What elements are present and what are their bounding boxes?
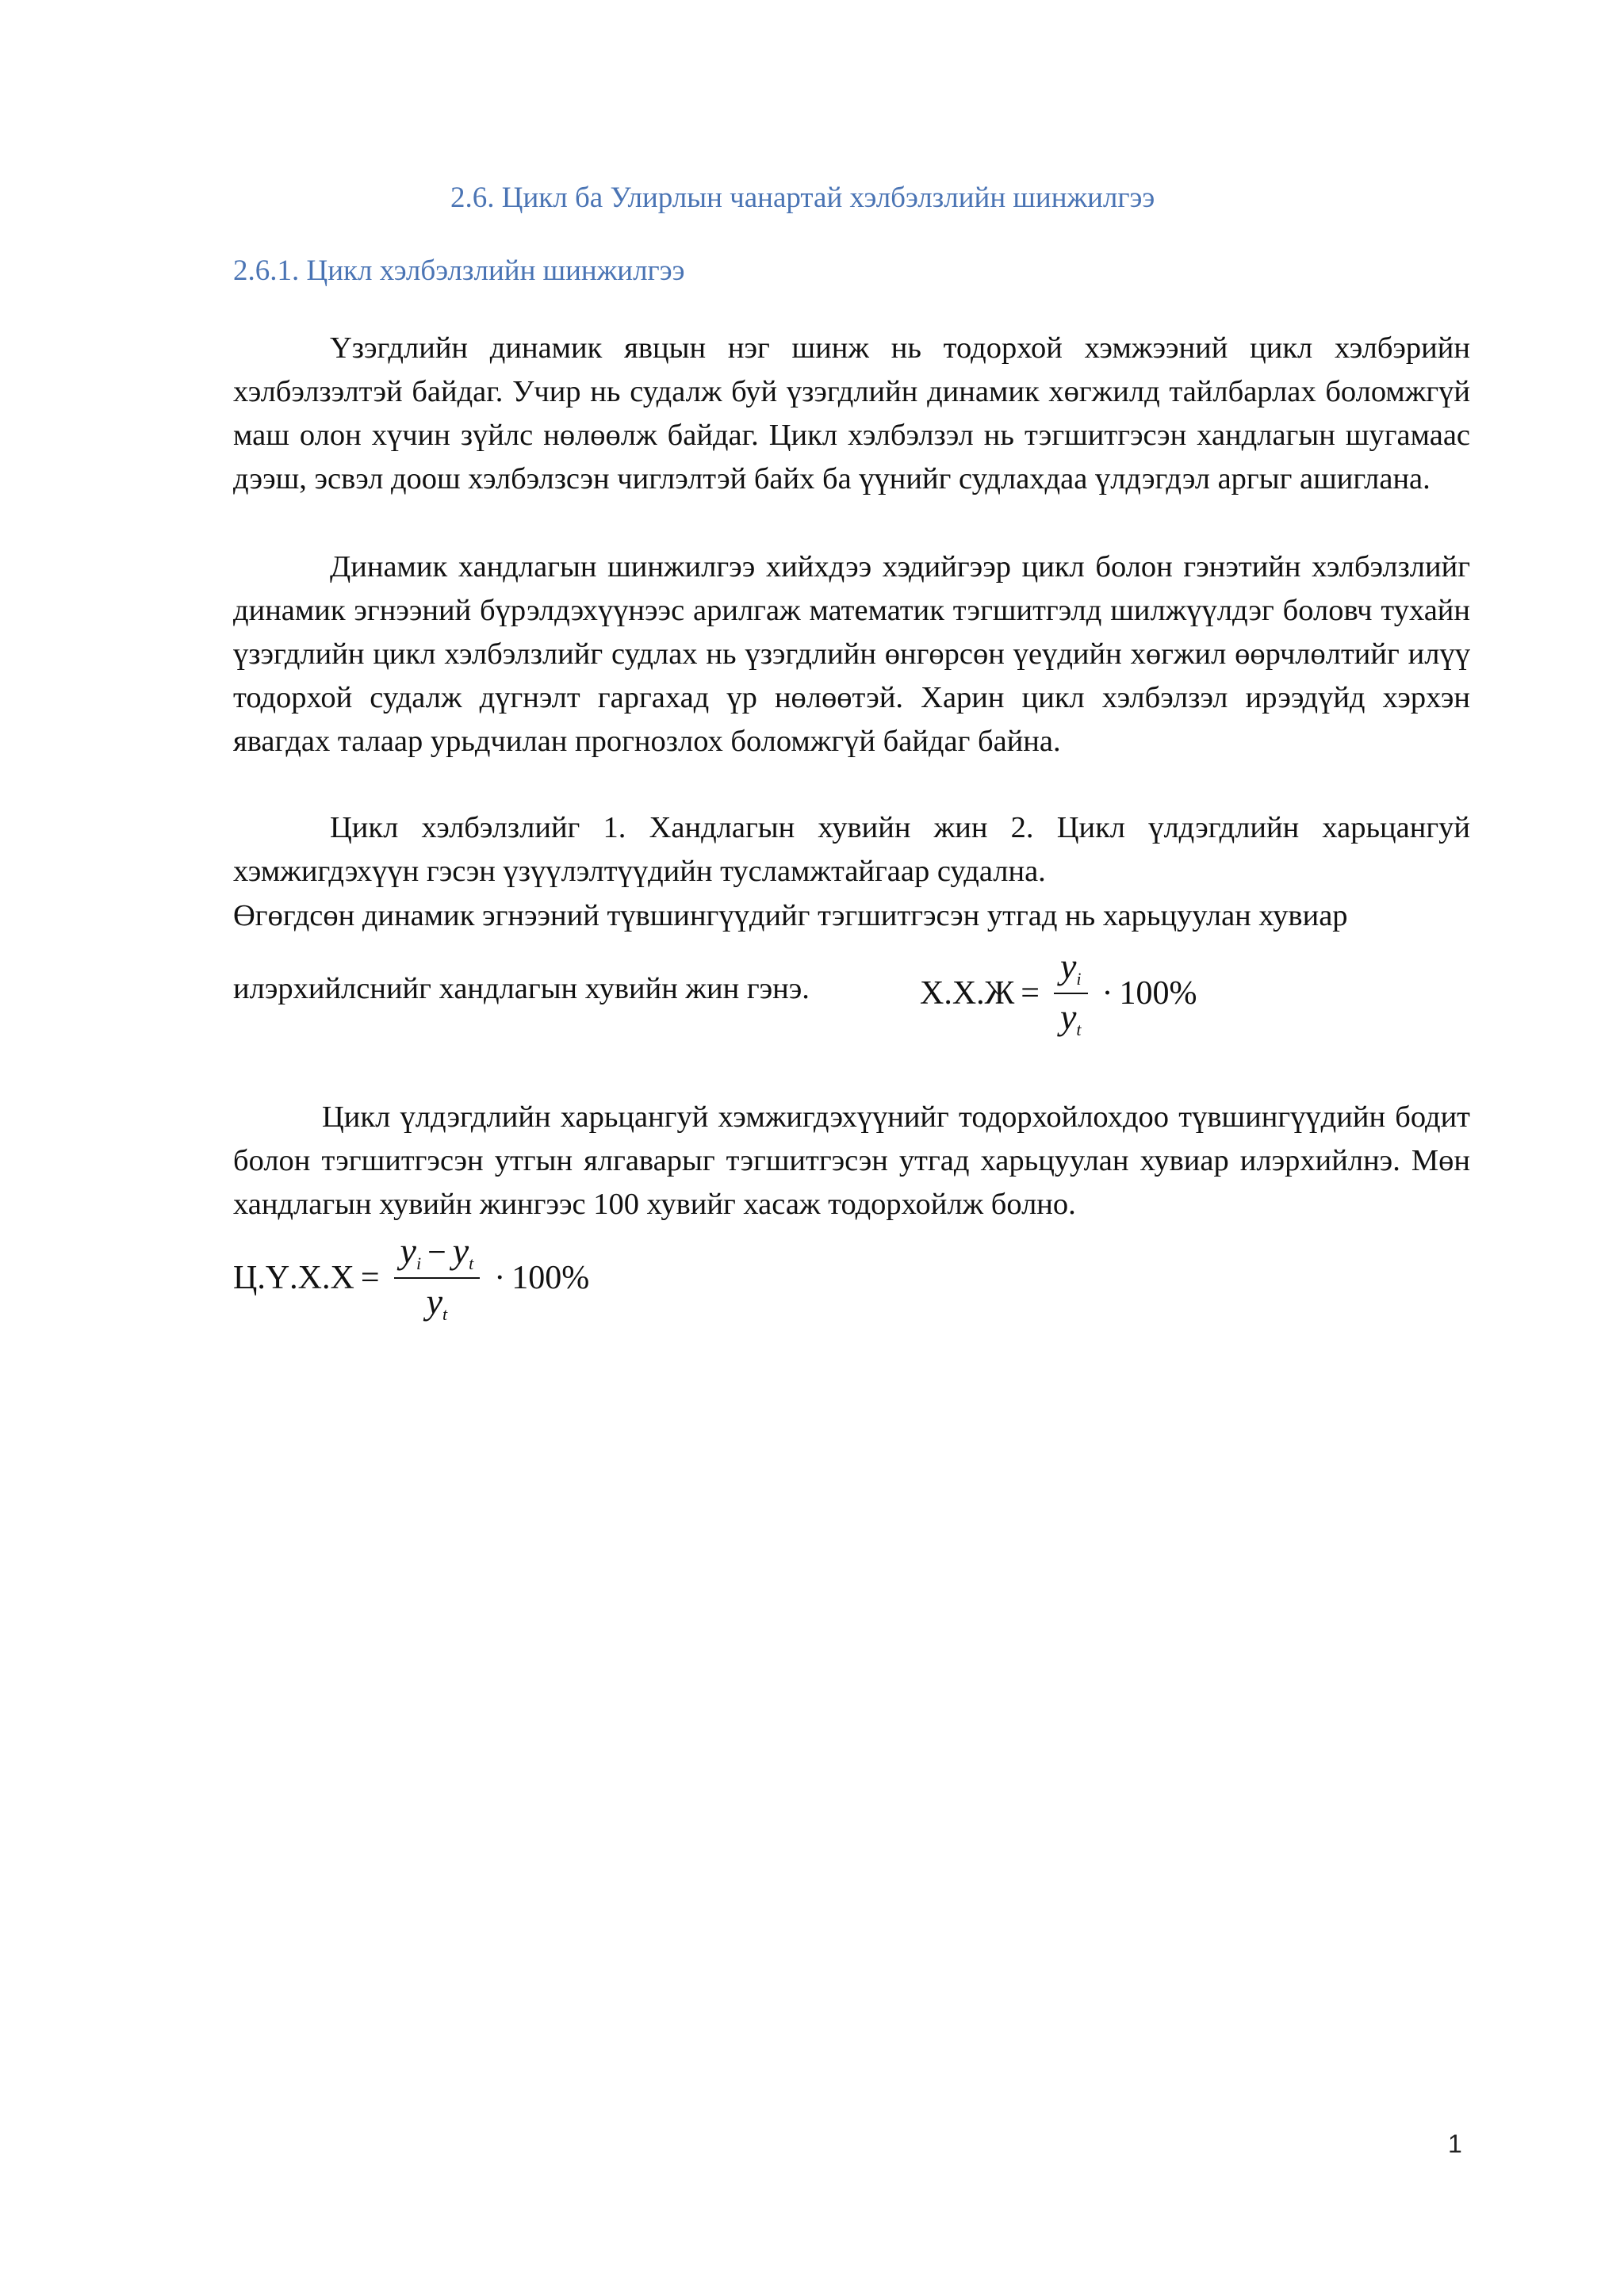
- percent-value: 100%: [1119, 975, 1197, 1012]
- formula-label: Х.Х.Ж: [920, 975, 1015, 1012]
- paragraph-4: Өгөгдсөн динамик эгнээний түвшингүүдийг тэгшитгэсэн утгад нь харьцуулан хувиар: [233, 899, 1348, 932]
- subscript-t: t: [469, 1253, 474, 1273]
- subscript-t: t: [442, 1304, 448, 1324]
- paragraph-1: Үзэгдлийн динамик явцын нэг шинж нь тодорхой хэмжээний цикл хэлбэрийн хэлбэлзэлтэй байдаг. Учир нь судалж буй үзэгдлийн динамик хөгжилд тайлбарлах боломжгүй маш олон хүчин зүйлс нөлөөлж байдаг. Цикл хэлбэлзэл нь тэгшитгэсэн хандлагын шугамаас дээш, эсвэл доош хэлбэлзсэн чиглэлтэй байх ба үүнийг судлахдаа үлдэгдэл аргыг ашиглана.: [233, 331, 1470, 496]
- times-sign: ·: [494, 1260, 506, 1296]
- subsection-title: 2.6.1. Цикл хэлбэлзлийн шинжилгээ: [233, 254, 685, 287]
- subscript-t: t: [1076, 1020, 1082, 1039]
- var-y: y: [400, 1230, 416, 1271]
- var-y: y: [426, 1281, 443, 1322]
- fraction-numerator: [394, 1230, 481, 1279]
- page-number: 1: [1448, 2130, 1462, 2158]
- trend-weight-formula: [920, 948, 1197, 1039]
- equals-sign: =: [360, 1260, 380, 1296]
- var-y: y: [452, 1230, 469, 1271]
- formula-label: Ц.Ү.Х.Х: [233, 1260, 354, 1296]
- section-title: 2.6. Цикл ба Улирлын чанартай хэлбэлзлийн шинжилгээ: [450, 182, 1155, 214]
- equals-sign: =: [1021, 975, 1040, 1012]
- fraction-denominator: [1054, 994, 1088, 1039]
- subscript-i: i: [416, 1253, 422, 1273]
- fraction-numerator: [1054, 948, 1088, 994]
- percent-value: 100%: [511, 1260, 590, 1296]
- var-y: y: [1059, 997, 1077, 1037]
- paragraph-3: Цикл хэлбэлзлийг 1. Хандлагын хувийн жин 2. Цикл үлдэгдлийн харьцангуй хэмжигдэхүүн гэсэн үзүүлэлтүүдийн тусламжтайгаар судална.: [233, 811, 1470, 888]
- minus-sign: −: [427, 1234, 446, 1271]
- paragraph-6: Цикл үлдэгдлийн харьцангуй хэмжигдэхүүнийг тодорхойлохдоо түвшингүүдийн бодит болон тэгшитгэсэн утгын ялгаварыг тэгшитгэсэн утгад харьцуулан хувиар илэрхийлнэ. Мөн хандлагын хувийн жингээс 100 хувийг хасаж тодорхойлж болно.: [233, 1100, 1470, 1221]
- paragraph-2: Динамик хандлагын шинжилгээ хийхдээ хэдийгээр цикл болон гэнэтийн хэлбэлзлийг динамик эгнээний бүрэлдэхүүнээс арилгаж математик тэгшитгэлд шилжүүлдэг боловч тухайн үзэгдлийн цикл хэлбэлзлийг судлах нь үзэгдлийн өнгөрсөн үеүдийн хөгжил өөрчлөлтийг илүү тодорхой судалж дүгнэлт гаргахад үр нөлөөтэй. Харин цикл хэлбэлзэл ирээдүйд хэрхэн явагдах талаар урьдчилан прогнозлох боломжгүй байдаг байна.: [233, 550, 1470, 758]
- var-y: y: [1059, 946, 1077, 986]
- subscript-i: i: [1076, 969, 1082, 989]
- cycle-residual-formula: [233, 1230, 590, 1324]
- paragraph-5: илэрхийлснийг хандлагын хувийн жин гэнэ.: [233, 972, 810, 1005]
- fraction: [394, 1230, 481, 1324]
- fraction-denominator: [420, 1279, 454, 1323]
- times-sign: ·: [1101, 975, 1113, 1012]
- fraction: [1054, 948, 1088, 1039]
